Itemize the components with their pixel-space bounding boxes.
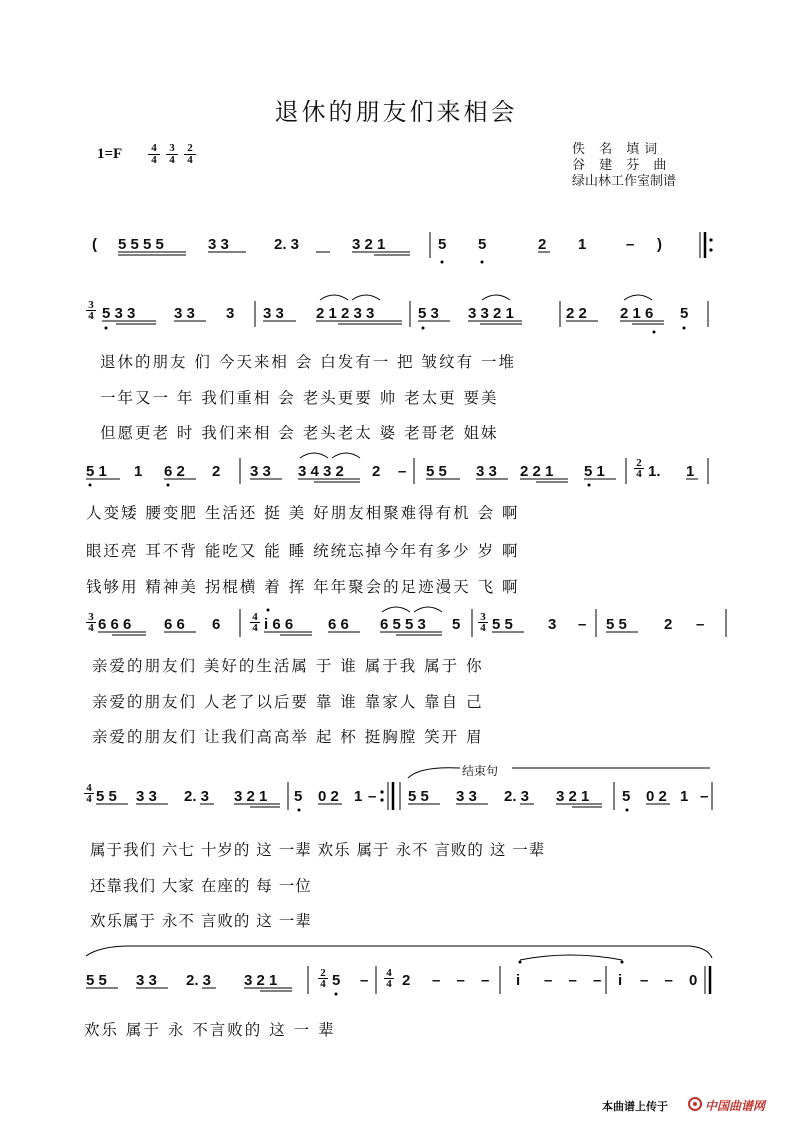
note-group: 3 2 1 — [556, 788, 590, 805]
timesig: 4 4 — [250, 612, 260, 633]
note-group: 3 3 — [136, 788, 157, 805]
note-group: 6 6 — [164, 616, 185, 633]
note-group: 5 — [680, 305, 689, 322]
note-group: 5 — [294, 788, 303, 805]
lyric-line: 属于我们 六七 十岁的 这 一辈 欢乐 属于 永不 言败的 这 一辈 — [90, 841, 546, 859]
note-group: 3 — [226, 305, 235, 322]
lyric-line: 亲爱的朋友们 人老了以后要 靠 谁 靠家人 靠自 己 — [92, 693, 484, 711]
lyric-line: 钱够用 精神美 拐棍横 着 挥 年年聚会的足迹漫天 飞 啊 — [86, 578, 520, 596]
note-group: – — [398, 463, 407, 480]
note-group: 6 6 6 — [98, 616, 132, 633]
note-group: – – – — [432, 972, 496, 989]
lyric-line: 一年又一 年 我们重相 会 老头更要 帅 老太更 要美 — [100, 389, 499, 407]
intro-note-group: 3 2 1 — [352, 236, 386, 253]
intro-note: 5 — [478, 236, 487, 253]
note-group: – — [368, 788, 377, 805]
timesig: 4 4 — [84, 783, 94, 804]
note-group: 2. 3 — [184, 788, 210, 805]
intro-dash: – — [626, 236, 635, 253]
intro-paren-open: ( — [92, 236, 97, 253]
footer-caption: 本曲谱上传于 — [602, 1100, 668, 1113]
lyric-line: 眼还亮 耳不背 能吃又 能 睡 统统忘掉今年有多少 岁 啊 — [86, 542, 520, 560]
footer-site: 中国曲谱网 — [705, 1099, 766, 1113]
note-group: 1 — [354, 788, 363, 805]
lyric-line: 亲爱的朋友们 美好的生活属 于 谁 属于我 属于 你 — [92, 657, 484, 675]
timesig: 4 4 — [384, 968, 394, 989]
lyric-line: 欢乐属于 永不 言败的 这 一辈 — [90, 912, 312, 930]
note-group: – — [696, 616, 705, 633]
meter-2-4: 2 4 — [184, 143, 196, 166]
note-group: 2. 3 — [186, 972, 212, 989]
lyric-line: 亲爱的朋友们 让我们高高举 起 杯 挺胸膛 笑开 眉 — [92, 728, 484, 746]
note-group: i 6 6 — [264, 616, 294, 633]
lyric-line: 还靠我们 大家 在座的 每 一位 — [90, 877, 312, 895]
note-group: 2. 3 — [504, 788, 530, 805]
note-group: 3 2 1 — [244, 972, 278, 989]
note-group: 2 — [664, 616, 673, 633]
note-group: 2 2 1 — [520, 463, 554, 480]
lyric-line: 退休的朋友 们 今天来相 会 白发有一 把 皱纹有 一堆 — [100, 353, 516, 371]
intro-note-group: 3 3 — [208, 236, 229, 253]
note-group: 6 — [212, 616, 221, 633]
note-group: 5 5 — [606, 616, 627, 633]
note-group: 3 3 2 1 — [468, 305, 514, 322]
note-group: 5 3 — [418, 305, 439, 322]
note-group: – — [578, 616, 587, 633]
note-group: 6 2 — [164, 463, 185, 480]
note-group: 3 3 — [250, 463, 271, 480]
page-title: 退休的朋友们来相会 — [274, 98, 518, 126]
lyric-line: 人变矮 腰变肥 生活还 挺 美 好朋友相聚难得有机 会 啊 — [86, 504, 520, 522]
note-group: 2 — [212, 463, 221, 480]
note-group: 1 — [686, 463, 695, 480]
note-group: 5 1 — [584, 463, 605, 480]
note-group: 5 — [332, 972, 341, 989]
note-group: 5 5 — [86, 972, 107, 989]
note-group: 2 1 6 — [620, 305, 654, 322]
timesig: 3 4 — [86, 300, 96, 321]
note-group: 0 2 — [318, 788, 339, 805]
note-group: 5 5 — [492, 616, 513, 633]
note-group: 3 3 — [136, 972, 157, 989]
note-group: 6 5 5 3 — [380, 616, 426, 633]
note-group: 3 3 — [263, 305, 284, 322]
credit-lyricist: 佚 名 填词 — [572, 142, 663, 157]
timesig: 2 4 — [634, 458, 644, 479]
note-group: – — [700, 788, 709, 805]
intro-note: 1 — [578, 236, 587, 253]
ending-label: 结束句 — [462, 764, 499, 778]
intro-note-group: 2. 3 — [274, 236, 300, 253]
note-group: 5 5 — [408, 788, 429, 805]
note-group: 1. — [648, 463, 661, 480]
note-group: i — [516, 972, 521, 989]
note-group: 5 5 — [426, 463, 447, 480]
note-group: 3 3 — [174, 305, 195, 322]
meter-4-4: 4 4 — [148, 143, 160, 166]
note-group: – – – — [544, 972, 608, 989]
note-group: 2 1 2 3 3 — [316, 305, 375, 322]
timesig: 3 4 — [478, 612, 488, 633]
key-signature: 1=F — [97, 146, 123, 162]
credit-composer: 谷 建 芬 曲 — [572, 158, 672, 173]
note-group: 5 — [452, 616, 461, 633]
note-group: – – 0 — [640, 972, 704, 989]
timesig: 2 4 — [318, 968, 328, 989]
lyric-line: 欢乐 属于 永 不言败的 这 一 辈 — [84, 1021, 336, 1039]
note-group: 3 4 3 2 — [298, 463, 344, 480]
note-group: 2 2 — [566, 305, 587, 322]
note-group: 5 — [622, 788, 631, 805]
note-group: 6 6 — [328, 616, 349, 633]
note-group: 3 2 1 — [234, 788, 268, 805]
note-group: – — [360, 972, 369, 989]
note-group: 3 — [548, 616, 557, 633]
note-group: 2 — [402, 972, 411, 989]
intro-note: 2 — [538, 236, 547, 253]
lyric-line: 但愿更老 时 我们来相 会 老头老太 婆 老哥老 姐妹 — [100, 424, 499, 442]
note-group: 3 3 — [456, 788, 477, 805]
meter-3-4: 3 4 — [166, 143, 178, 166]
note-group: 5 3 3 — [102, 305, 136, 322]
intro-note-group: 5 5 5 5 — [118, 236, 164, 253]
note-group: 3 3 — [476, 463, 497, 480]
credit-publisher: 绿山林工作室制谱 — [572, 174, 677, 189]
note-group: 2 — [372, 463, 381, 480]
note-group: 1 — [134, 463, 143, 480]
note-group: 1 — [680, 788, 689, 805]
timesig: 3 4 — [86, 612, 96, 633]
intro-note: 5 — [438, 236, 447, 253]
note-group: 5 5 — [96, 788, 117, 805]
intro-paren-close: ) — [657, 236, 662, 253]
note-group: 0 2 — [646, 788, 667, 805]
note-group: 5 1 — [86, 463, 107, 480]
note-group: i — [618, 972, 623, 989]
